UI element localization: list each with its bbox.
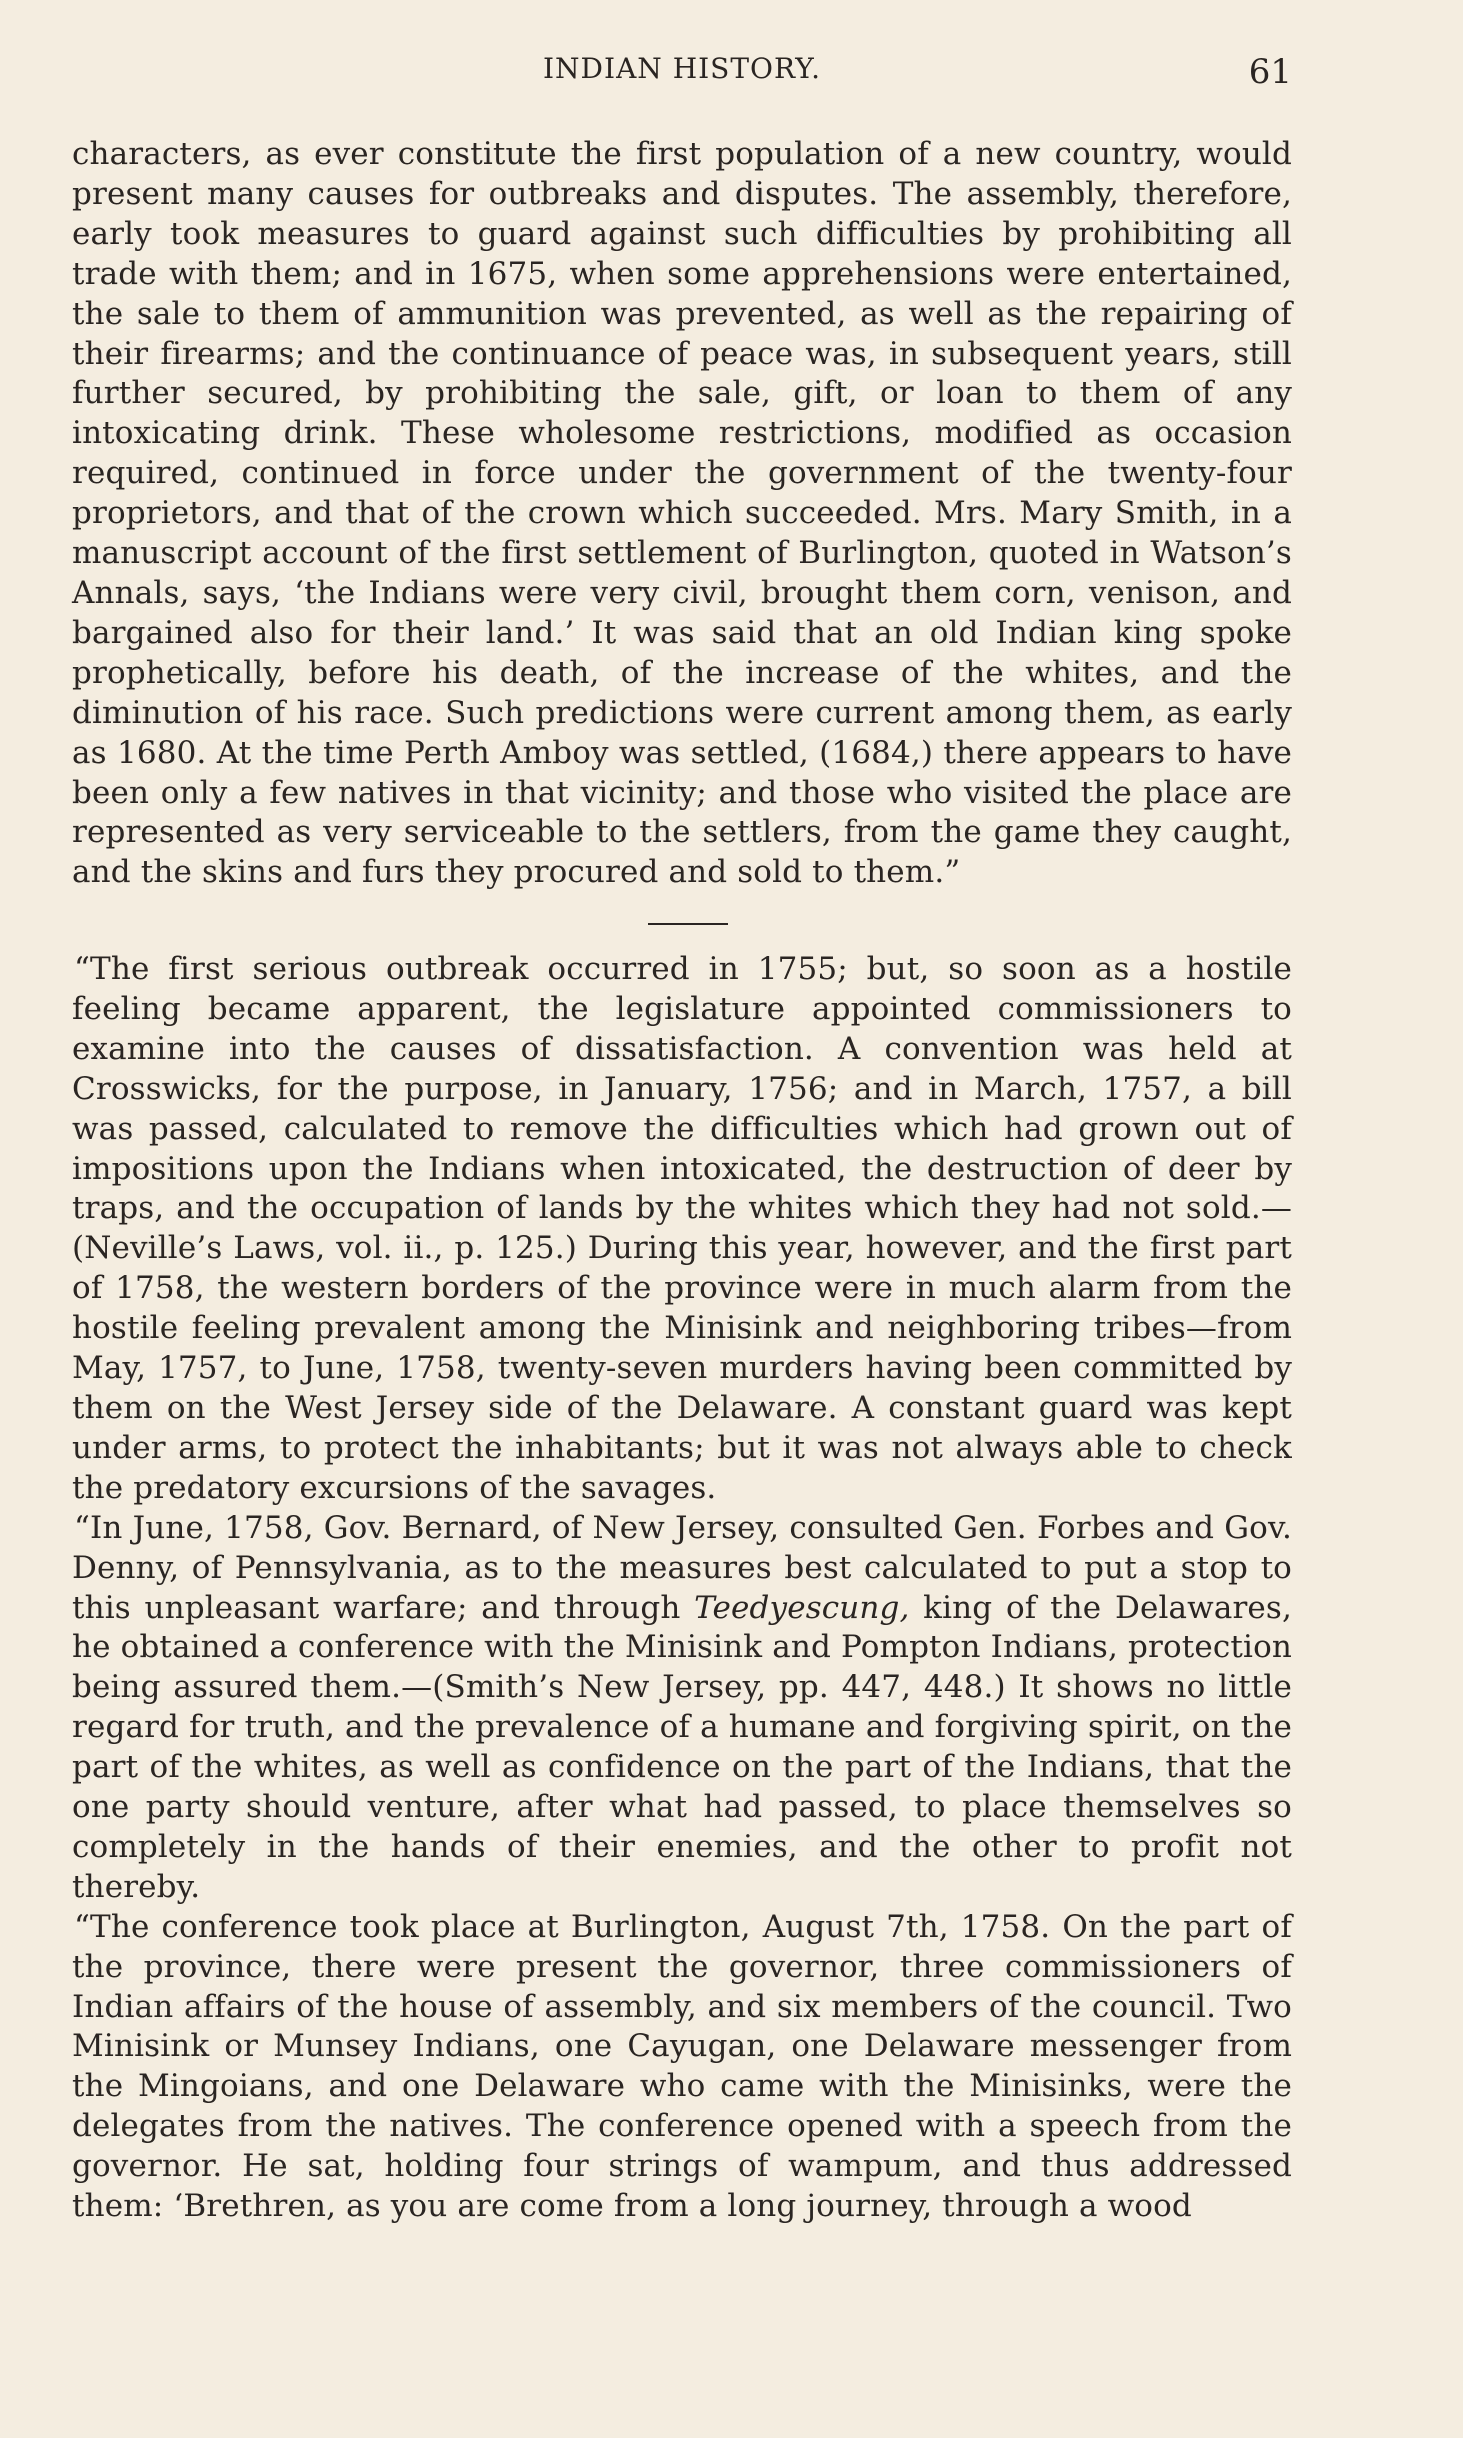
page-number: 61 <box>1248 52 1292 92</box>
paragraph-continuation: characters, as ever constitute the first population of a new country, would present many causes for outbreaks and disputes. The assembly, therefore, early took measures to guard against such difficulties by prohibiting all trade with them; and in 1675, when some apprehensions were entertained, the sale to them of ammunition was prevented, as well as the repairing of their firearms; and the continuance of peace was, in subsequent years, still further secured, by prohibiting the sale, gift, or loan to them of any intoxicating drink. These wholesome restrictions, modified as occasion required, continued in force under the government of the twenty-four proprietors, and that of the crown which succeeded. Mrs. Mary Smith, in a manuscript account of the first settlement of Burlington, quoted in Watson’s Annals, says, ‘the Indians were very civil, brought them corn, venison, and bargained also for their land.’ It was said that an old Indian king spoke prophetically, before his death, of the increase of the whites, and the diminution of his race. Such predictions were current among them, as early as 1680. At the time Perth Amboy was settled, (1684,) there appears to have been only a few natives in that vicinity; and those who visited the place are represented as very serviceable to the settlers, from the game they caught, and the skins and furs they procured and sold to them.” <box>72 136 1292 891</box>
italic-name-teedyescung: Teedyescung, <box>694 1589 910 1626</box>
section-divider <box>648 923 728 925</box>
running-title: INDIAN HISTORY. <box>543 52 821 85</box>
paragraph-outbreak: “The first serious outbreak occurred in 1755; but, so soon as a hostile feeling became apparent, the legislature appointed commissioners to examine into the causes of dissatisfaction. A convention was held at Crosswicks, for the purpose, in January, 1756; and in March, 1757, a bill was passed, calculated to remove the difficulties which had grown out of impositions upon the Indians when intoxicated, the destruction of deer by traps, and the occupation of lands by the whites which they had not sold.—(Neville’s Laws, vol. ii., p. 125.) During this year, however, and the first part of 1758, the western borders of the province were in much alarm from the hostile feeling prevalent among the Minisink and neighboring tribes—from May, 1757, to June, 1758, twenty-seven murders having been committed by them on the West Jersey side of the Delaware. A constant guard was kept under arms, to protect the inhabitants; but it was not always able to check the predatory excursions of the savages. <box>72 951 1292 1506</box>
paragraph-bernard-text-b: king of the Delawares, he obtained a conference with the Minisink and Pompton Indians, protection being assured them.—(Smith’s New Jersey, pp. 447, 448.) It shows no little regard for truth, and the prevalence of a humane and forgiving spirit, on the part of the whites, as well as confidence on the part of the Indians, that the one party should venture, after what had passed, to place themselves so completely in the hands of their enemies, and the other to profit not thereby. <box>72 1589 1292 1905</box>
running-head <box>72 48 1292 98</box>
text-block-lower <box>72 950 1292 2227</box>
paragraph-bernard <box>72 1509 1292 1908</box>
paragraph-conference: “The conference took place at Burlington, August 7th, 1758. On the part of the province, there were present the governor, three commissioners of Indian affairs of the house of assembly, and six members of the council. Two Minisink or Munsey Indians, one Cayugan, one Delaware messenger from the Mingoians, and one Delaware who came with the Minisinks, were the delegates from the natives. The conference opened with a speech from the governor. He sat, holding four strings of wampum, and thus addressed them: ‘Brethren, as you are come from a long journey, through a wood <box>72 1908 1292 2225</box>
text-block-upper <box>72 135 1292 893</box>
paragraph-bernard-text-a: “In June, 1758, Gov. Bernard, of New Jersey, consulted Gen. Forbes and Gov. Denny, of Pennsylvania, as to the measures best calculated to put a stop to this unpleasant warfare; and through <box>72 1509 1292 1626</box>
